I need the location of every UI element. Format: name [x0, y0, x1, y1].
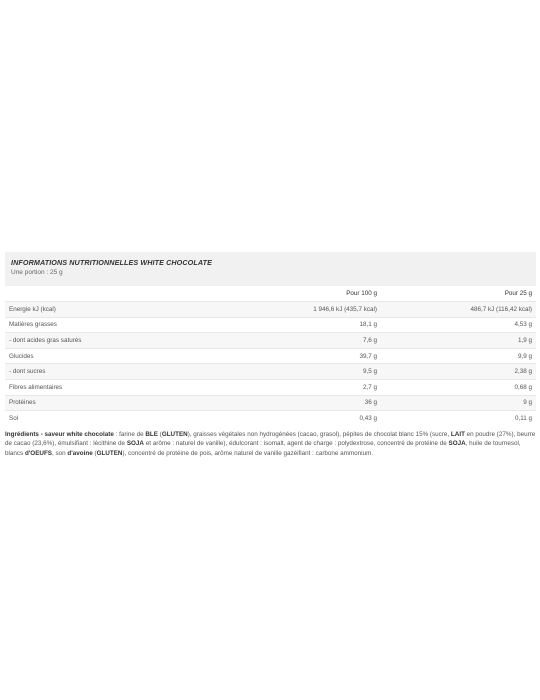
nutrient-per25: 2,38 g	[381, 364, 536, 380]
ingredients-part: ), graisses végétales non hydrogénées (cacao, grasol), pépites de chocolat blanc 15% (sucre,	[187, 430, 451, 438]
table-row	[5, 395, 536, 411]
allergen: d'OEUFS	[24, 449, 52, 457]
nutrient-per25: 486,7 kJ (116,42 kcal)	[381, 302, 536, 318]
nutrient-name: Matières grasses	[5, 317, 293, 333]
allergen: GLUTEN	[96, 449, 123, 457]
ingredients-text	[5, 426, 536, 459]
ingredients-part: (	[92, 449, 97, 457]
nutrient-name: - dont sucres	[5, 364, 293, 380]
table-row	[5, 333, 536, 349]
nutrient-per100: 1 946,6 kJ (435,7 kcal)	[293, 302, 381, 318]
ingredients-part: (	[157, 430, 162, 438]
nutrient-per25: 0,68 g	[381, 379, 536, 395]
nutrition-title: INFORMATIONS NUTRITIONNELLES WHITE CHOCOLATE	[11, 258, 212, 267]
nutrient-per100: 36 g	[293, 395, 381, 411]
table-row	[5, 379, 536, 395]
nutrient-per100: 18,1 g	[293, 317, 381, 333]
nutrient-per100: 9,5 g	[293, 364, 381, 380]
table-row	[5, 411, 536, 426]
nutrition-header	[5, 252, 536, 286]
ingredients-part: en poudre (27%), beurre de cacao (23,6%), émulsifiant : lécithine de	[5, 430, 536, 448]
table-row	[5, 364, 536, 380]
ingredients-part: ), concentré de protéine de pois, arôme naturel de vanille gazéifiant : carbone ammonium.	[122, 449, 374, 457]
allergen: LAIT	[450, 430, 465, 438]
portion-size: Une portion : 25 g	[11, 269, 63, 276]
column-header-row	[5, 286, 536, 302]
column-header-nutrient	[5, 286, 293, 302]
nutrient-per25: 9,9 g	[381, 348, 536, 364]
nutrient-name: Fibres alimentaires	[5, 379, 293, 395]
allergen: BLE	[145, 430, 158, 438]
allergen: d'avoine	[67, 449, 93, 457]
nutrient-name: Energie kJ (kcal)	[5, 302, 293, 318]
allergen: SOJA	[448, 440, 466, 448]
nutrition-panel	[5, 252, 536, 459]
ingredients-part: et arôme : naturel de vanille), édulcorant : isomalt, agent de charge : polydextrose, concentré de protéine de	[143, 440, 449, 448]
column-header-per25: Pour 25 g	[504, 290, 532, 297]
nutrient-name: Protéines	[5, 395, 293, 411]
nutrient-per25: 0,11 g	[381, 411, 536, 426]
table-row	[5, 348, 536, 364]
table-row	[5, 302, 536, 318]
allergen: GLUTEN	[161, 430, 188, 438]
ingredients-part: , huile de tournesol, blancs	[5, 440, 521, 457]
nutrient-name: Sol	[5, 411, 293, 426]
nutrient-per100: 7,6 g	[293, 333, 381, 349]
nutrient-per100: 2,7 g	[293, 379, 381, 395]
ingredients-part: : farine de	[113, 430, 146, 438]
nutrient-per100: 39,7 g	[293, 348, 381, 364]
nutrient-per25: 1,9 g	[381, 333, 536, 349]
table-row	[5, 317, 536, 333]
allergen: SOJA	[126, 440, 144, 448]
nutrient-name: Glucides	[5, 348, 293, 364]
ingredients-label: Ingrédients - saveur white chocolate	[5, 430, 114, 438]
column-header-per100: Pour 100 g	[346, 290, 377, 297]
nutrient-name: - dont acides gras saturés	[5, 333, 293, 349]
ingredients-part: , son	[52, 449, 68, 457]
nutrient-per25: 9 g	[381, 395, 536, 411]
nutrient-per25: 4,53 g	[381, 317, 536, 333]
nutrition-table	[5, 286, 536, 426]
nutrient-per100: 0,43 g	[293, 411, 381, 426]
